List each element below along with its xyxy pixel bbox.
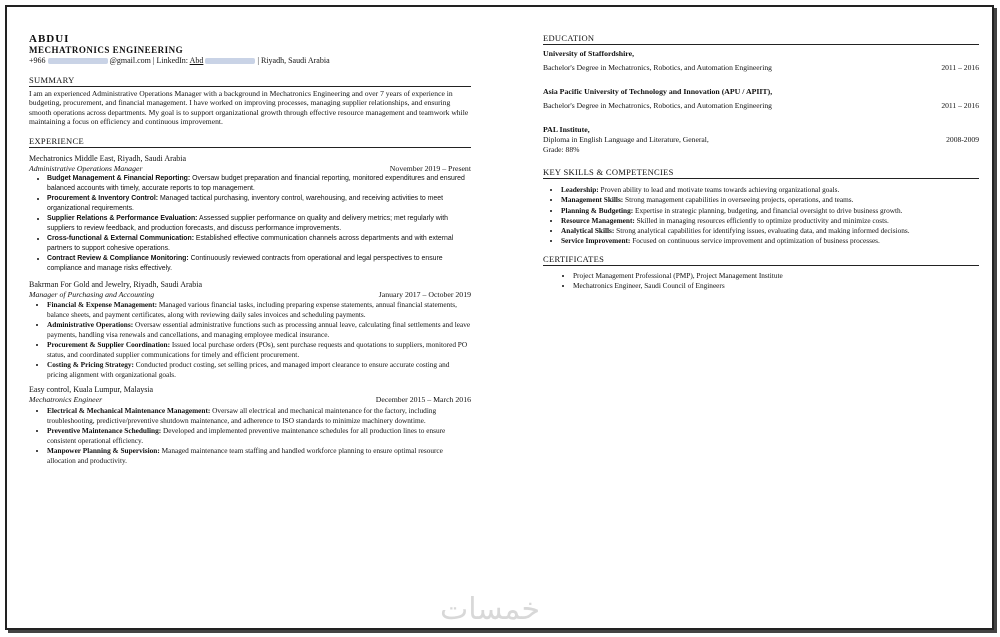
bullet-label: Preventive Maintenance Scheduling: xyxy=(47,426,162,436)
job-bullet xyxy=(47,234,471,253)
education-item xyxy=(543,49,979,73)
job-organization: Bakrman For Gold and Jewelry, Riyadh, Saudi Arabia xyxy=(29,279,203,289)
job-bullet xyxy=(47,174,471,193)
skill-item xyxy=(561,185,979,195)
certificates-heading: CERTIFICATES xyxy=(543,254,979,266)
job-bullet xyxy=(47,214,471,233)
job-dates: November 2019 – Present xyxy=(389,163,471,173)
bullet-text: Conducted product costing, set selling prices, and managed import clearance to ensure accurate costing and pricing alignment with organizational goals. xyxy=(47,360,450,379)
education-dates: 2011 – 2016 xyxy=(941,63,979,72)
education-institution: University of Staffordshire, xyxy=(543,49,635,58)
skill-text: Strong management capabilities in overseeing projects, operations, and teams. xyxy=(623,195,854,205)
bullet-text: Oversaw budget preparation and financial reporting, monitored expenditures and ensured balanced accounts with timely, accurate reports to top management. xyxy=(47,175,465,193)
job-bullet xyxy=(47,194,471,213)
right-column xyxy=(543,33,979,292)
skill-item xyxy=(561,216,979,226)
contact-line xyxy=(29,55,471,66)
bullet-text: Oversaw all electrical and mechanical maintenance for the factory, including troubleshooting, predictive/preventive shutdown maintenance, and adherence to ISO standards to minimize machinery downtime. xyxy=(47,406,437,425)
bullet-label: Supplier Relations & Performance Evaluation: xyxy=(47,215,198,223)
job-bullet xyxy=(47,406,471,425)
education-degree: Diploma in English Language and Literature, General, xyxy=(543,135,709,144)
job-bullet xyxy=(47,320,471,339)
certificate-item: • Project Management Professional (PMP), Project Management Institute xyxy=(573,271,979,281)
skill-label: Planning & Budgeting: xyxy=(561,205,634,215)
job-role-row xyxy=(29,395,471,405)
job-role: Manager of Purchasing and Accounting xyxy=(29,289,155,299)
bullet-label: Procurement & Inventory Control: xyxy=(47,195,159,203)
resume-page xyxy=(5,5,994,630)
education-grade: Grade: 88% xyxy=(543,145,580,154)
redacted-text xyxy=(48,58,108,64)
job-bullet xyxy=(47,254,471,273)
skill-label: Management Skills: xyxy=(561,195,624,205)
bullet-label: Budget Management & Financial Reporting: xyxy=(47,175,191,183)
bullet-text: Developed and implemented preventive maintenance schedules for all production lines to ensure consistent operational efficiency. xyxy=(47,426,446,445)
candidate-name: ABDUI xyxy=(29,33,70,45)
email-suffix: @gmail.com xyxy=(109,56,151,65)
skill-label: Analytical Skills: xyxy=(561,226,615,236)
job-role: Mechatronics Engineer xyxy=(29,395,103,405)
candidate-title: MECHATRONICS ENGINEERING xyxy=(29,45,184,55)
bullet-text: Managed tactical purchasing, inventory control, warehousing, and receiving activities to meet organizational requirements. xyxy=(47,195,443,212)
linkedin-handle[interactable]: Abd xyxy=(189,56,204,65)
education-degree: Bachelor's Degree in Mechatronics, Robotics, and Automation Engineering xyxy=(543,63,772,72)
job-bullets xyxy=(29,406,471,465)
bullet-text: Oversaw essential administrative functions such as processing annual leave, calculating final settlements and leave payments, handling visa renewals and cancellations, and managing employee medical insurance. xyxy=(47,320,471,339)
experience-heading: EXPERIENCE xyxy=(29,136,471,148)
job-bullet xyxy=(47,446,471,465)
left-column xyxy=(29,33,471,466)
experience-list xyxy=(29,154,471,466)
skill-item xyxy=(561,236,979,246)
watermark-logo: خمسات xyxy=(440,592,541,627)
job-organization: Mechatronics Middle East, Riyadh, Saudi Arabia xyxy=(29,153,187,163)
bullet-text: Managed maintenance team staffing and handled workforce planning to ensure optimal resource allocation and productivity. xyxy=(47,446,443,465)
bullet-label: Electrical & Mechanical Maintenance Management: xyxy=(47,406,211,416)
bullet-label: Contract Review & Compliance Monitoring: xyxy=(47,255,189,263)
bullet-text: Assessed supplier performance on quality and delivery metrics; met regularly with suppliers to review feedback, and production forecasts, and discuss performance improvements. xyxy=(47,215,448,232)
skill-item xyxy=(561,226,979,236)
bullet-label: Financial & Expense Management: xyxy=(47,300,158,310)
bullet-text: Managed various financial tasks, including preparing expense statements, annual financial statements, balance sheets, and payment certificates, along with reviewing daily sales invoices and scheduling payments. xyxy=(47,300,457,319)
summary-heading: SUMMARY xyxy=(29,75,471,87)
job-organization: Easy control, Kuala Lumpur, Malaysia xyxy=(29,385,154,395)
skill-text: Skilled in managing resources efficiently to optimize productivity and minimize costs. xyxy=(634,215,889,225)
skill-text: Expertise in strategic planning, budgeting, and financial oversight to drive business growth. xyxy=(633,205,903,215)
skill-label: Leadership: xyxy=(561,185,599,194)
job-bullets xyxy=(29,174,471,273)
education-item xyxy=(543,87,979,111)
bullet-text: Established effective communication channels across departments and with external partners to support cohesive operations. xyxy=(47,235,454,252)
job-role-row xyxy=(29,290,471,300)
job-bullet xyxy=(47,360,471,379)
summary-text: I am an experienced Administrative Operations Manager with a background in Mechatronics Engineering and over 7 years of experience in budgeting, procurement, and financial management. I have worked on improving processes, managing supplier relationships, and ensuring smooth operations across departments. My goal is to support organizational growth through effective resource management and teamwork while maintaining a focus on efficiency and continuous improvement. xyxy=(29,89,469,127)
education-institution: Asia Pacific University of Technology and Innovation (APU / APIIT), xyxy=(543,87,773,96)
education-row xyxy=(543,135,979,145)
bullet-text: Issued local purchase orders (POs), sent purchase requests and quotations to suppliers, monitored PO status, and coordinated supplier communications for timely and efficient procurement. xyxy=(47,340,468,359)
skill-text: Focused on continuous service improvement and optimization of business processes. xyxy=(630,236,880,246)
job-role: Administrative Operations Manager xyxy=(29,163,143,173)
job-bullet xyxy=(47,340,471,359)
job-bullets xyxy=(29,300,471,379)
bullet-label: Manpower Planning & Supervision: xyxy=(47,446,160,456)
job-dates: December 2015 – March 2016 xyxy=(375,395,471,405)
education-dates: 2011 – 2016 xyxy=(941,101,979,110)
redacted-text xyxy=(205,58,255,64)
location: | Riyadh, Saudi Arabia xyxy=(257,56,330,65)
bullet-label: Costing & Pricing Strategy: xyxy=(47,360,134,370)
bullet-label: Cross-functional & External Communication: xyxy=(47,235,195,243)
linkedin-label: | LinkedIn: xyxy=(152,56,189,65)
education-heading: EDUCATION xyxy=(543,33,979,45)
education-dates: 2008-2009 xyxy=(946,135,979,144)
phone: +966 xyxy=(29,56,46,65)
job-bullet xyxy=(47,300,471,319)
job-role-row xyxy=(29,164,471,174)
bullet-label: Administrative Operations: xyxy=(47,320,134,330)
education-list xyxy=(543,49,979,155)
education-item xyxy=(543,125,979,155)
bullet-label: Procurement & Supplier Coordination: xyxy=(47,340,171,350)
skill-label: Resource Management: xyxy=(561,215,635,225)
skills-list xyxy=(543,185,979,246)
education-institution: PAL Institute, xyxy=(543,125,590,134)
skill-text: Proven ability to lead and motivate teams towards achieving organizational goals. xyxy=(598,185,840,194)
certificate-item: • Mechatronics Engineer, Saudi Council of Engineers xyxy=(573,281,979,291)
skill-item xyxy=(561,195,979,205)
education-degree: Bachelor's Degree in Mechatronics, Robotics, and Automation Engineering xyxy=(543,101,772,110)
skill-text: Strong analytical capabilities for identifying issues, evaluating data, and making informed decisions. xyxy=(614,226,910,236)
education-row xyxy=(543,63,979,73)
bullet-text: Continuously reviewed contracts from operational and legal perspectives to ensure compliance and manage risks effectively. xyxy=(47,255,443,272)
skills-heading: KEY SKILLS & COMPETENCIES xyxy=(543,167,979,179)
skill-label: Service Improvement: xyxy=(561,236,631,246)
certificates-list xyxy=(543,271,979,291)
skill-item xyxy=(561,206,979,216)
job-bullet xyxy=(47,426,471,445)
job-dates: January 2017 – October 2019 xyxy=(378,289,471,299)
education-row xyxy=(543,101,979,111)
